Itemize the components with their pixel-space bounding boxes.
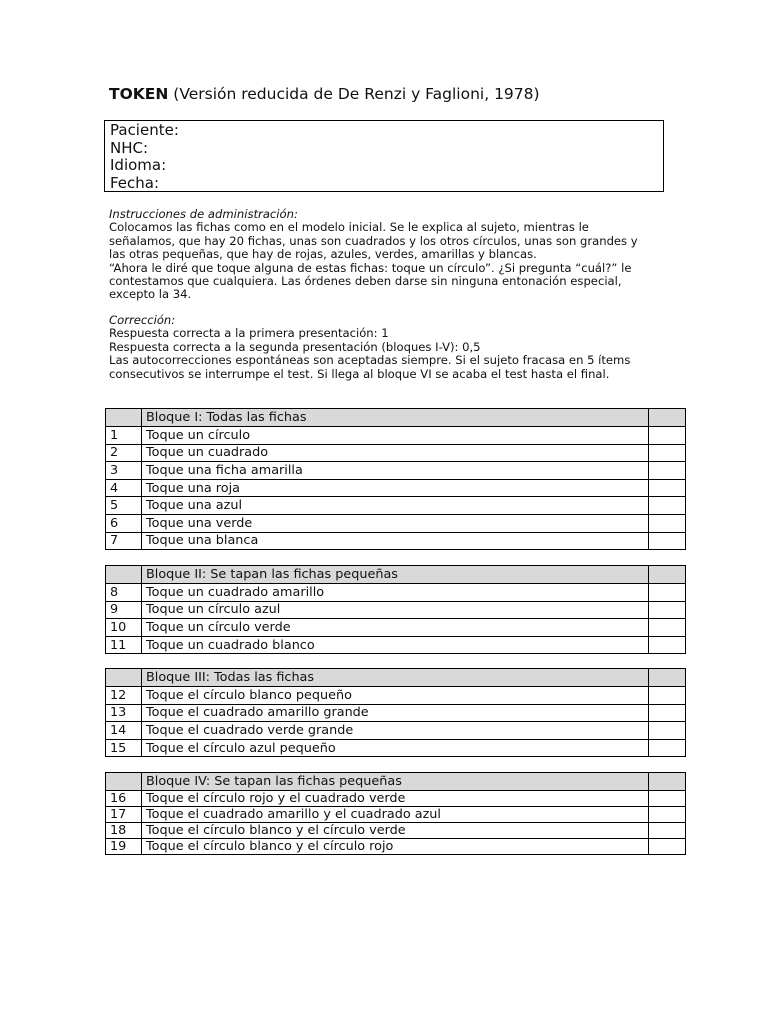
item-number: 6 — [106, 514, 142, 532]
block-2-table — [105, 565, 686, 654]
score-cell[interactable] — [649, 444, 686, 462]
item-number: 17 — [106, 807, 142, 823]
table-row — [106, 791, 686, 807]
table-row — [106, 619, 686, 637]
instructions-heading: Instrucciones de administración: — [109, 207, 298, 221]
item-text: Toque un cuadrado amarillo — [142, 584, 649, 602]
block-title: Bloque II: Se tapan las fichas pequeñas — [142, 566, 649, 584]
correction-line: Las autocorrecciones espontáneas son aceptadas siempre. Si el sujeto fracasa en 5 ítems — [109, 353, 631, 368]
score-cell[interactable] — [649, 497, 686, 515]
item-number: 13 — [106, 704, 142, 722]
item-number: 19 — [106, 839, 142, 855]
score-cell[interactable] — [649, 687, 686, 705]
item-number: 8 — [106, 584, 142, 602]
item-text: Toque el círculo azul pequeño — [142, 739, 649, 757]
block-header-row — [106, 773, 686, 791]
table-row — [106, 839, 686, 855]
correction-line: Respuesta correcta a la segunda presentación (bloques I-V): 0,5 — [109, 339, 481, 354]
correction-line: consecutivos se interrumpe el test. Si llega al bloque VI se acaba el test hasta el final. — [109, 366, 610, 381]
instructions-section — [109, 208, 669, 302]
table-row — [106, 807, 686, 823]
item-text: Toque el cuadrado verde grande — [142, 722, 649, 740]
score-cell[interactable] — [649, 739, 686, 757]
table-row — [106, 497, 686, 515]
item-text: Toque una azul — [142, 497, 649, 515]
item-number: 15 — [106, 739, 142, 757]
block-title: Bloque I: Todas las fichas — [142, 409, 649, 427]
language-field: Idioma: — [110, 156, 167, 174]
score-cell[interactable] — [649, 669, 686, 687]
block-header-row — [106, 409, 686, 427]
score-cell[interactable] — [649, 409, 686, 427]
table-row — [106, 601, 686, 619]
item-number: 1 — [106, 427, 142, 445]
item-text: Toque un cuadrado — [142, 444, 649, 462]
item-number: 7 — [106, 532, 142, 550]
block-header-row — [106, 566, 686, 584]
score-cell[interactable] — [649, 791, 686, 807]
correction-line: Respuesta correcta a la primera presentación: 1 — [109, 326, 389, 341]
table-row — [106, 704, 686, 722]
title-bold: TOKEN — [109, 85, 169, 103]
score-cell[interactable] — [649, 722, 686, 740]
item-text: Toque una blanca — [142, 532, 649, 550]
block-1-table — [105, 408, 686, 550]
score-cell[interactable] — [649, 566, 686, 584]
item-number: 16 — [106, 791, 142, 807]
item-text: Toque una ficha amarilla — [142, 462, 649, 480]
score-cell[interactable] — [649, 636, 686, 654]
document-title — [109, 85, 540, 103]
item-number: 10 — [106, 619, 142, 637]
score-cell[interactable] — [649, 479, 686, 497]
table-row — [106, 722, 686, 740]
table-row — [106, 444, 686, 462]
table-row — [106, 687, 686, 705]
item-number: 12 — [106, 687, 142, 705]
instructions-line: Colocamos las fichas como en el modelo inicial. Se le explica al sujeto, mientras le — [109, 220, 589, 235]
item-text: Toque un círculo — [142, 427, 649, 445]
item-number: 4 — [106, 479, 142, 497]
score-cell[interactable] — [649, 839, 686, 855]
item-text: Toque el cuadrado amarillo y el cuadrado azul — [142, 807, 649, 823]
block-title: Bloque III: Todas las fichas — [142, 669, 649, 687]
item-number: 5 — [106, 497, 142, 515]
instructions-line: contestamos que cualquiera. Las órdenes deben darse sin ninguna entonación especial, — [109, 274, 622, 289]
item-text: Toque el cuadrado amarillo grande — [142, 704, 649, 722]
score-cell[interactable] — [649, 773, 686, 791]
instructions-line: señalamos, que hay 20 fichas, unas son cuadrados y los otros círculos, unas son grandes y — [109, 233, 638, 248]
score-cell[interactable] — [649, 532, 686, 550]
block-3-table — [105, 668, 686, 757]
block-title: Bloque IV: Se tapan las fichas pequeñas — [142, 773, 649, 791]
correction-heading: Corrección: — [109, 313, 176, 327]
block-header-row — [106, 669, 686, 687]
table-row — [106, 532, 686, 550]
instructions-line: excepto la 34. — [109, 287, 192, 302]
item-number: 14 — [106, 722, 142, 740]
table-row — [106, 427, 686, 445]
score-cell[interactable] — [649, 704, 686, 722]
score-cell[interactable] — [649, 823, 686, 839]
table-row — [106, 636, 686, 654]
score-cell[interactable] — [649, 427, 686, 445]
correction-section — [109, 314, 669, 381]
item-text: Toque un círculo verde — [142, 619, 649, 637]
score-cell[interactable] — [649, 584, 686, 602]
score-cell[interactable] — [649, 601, 686, 619]
item-text: Toque el círculo blanco y el círculo rojo — [142, 839, 649, 855]
item-text: Toque un cuadrado blanco — [142, 636, 649, 654]
table-row — [106, 584, 686, 602]
score-cell[interactable] — [649, 462, 686, 480]
score-cell[interactable] — [649, 619, 686, 637]
patient-info-box — [104, 120, 664, 192]
table-row — [106, 739, 686, 757]
item-number: 3 — [106, 462, 142, 480]
block-4-table — [105, 772, 686, 855]
item-text: Toque el círculo rojo y el cuadrado verde — [142, 791, 649, 807]
item-text: Toque el círculo blanco y el círculo verde — [142, 823, 649, 839]
item-text: Toque una roja — [142, 479, 649, 497]
table-row — [106, 462, 686, 480]
instructions-line: “Ahora le diré que toque alguna de estas fichas: toque un círculo”. ¿Si pregunta “cuál?” le — [109, 260, 632, 275]
title-subtitle: (Versión reducida de De Renzi y Faglioni, 1978) — [173, 85, 540, 103]
nhc-field: NHC: — [110, 138, 149, 157]
score-cell[interactable] — [649, 514, 686, 532]
item-number: 9 — [106, 601, 142, 619]
table-row — [106, 514, 686, 532]
item-number: 18 — [106, 823, 142, 839]
item-number: 2 — [106, 444, 142, 462]
score-cell[interactable] — [649, 807, 686, 823]
item-text: Toque un círculo azul — [142, 601, 649, 619]
instructions-line: las otras pequeñas, que hay de rojas, azules, verdes, amarillas y blancas. — [109, 247, 537, 262]
patient-field: Paciente: — [110, 121, 179, 139]
date-field: Fecha: — [110, 173, 160, 192]
item-text: Toque una verde — [142, 514, 649, 532]
table-row — [106, 479, 686, 497]
item-number: 11 — [106, 636, 142, 654]
table-row — [106, 823, 686, 839]
item-text: Toque el círculo blanco pequeño — [142, 687, 649, 705]
